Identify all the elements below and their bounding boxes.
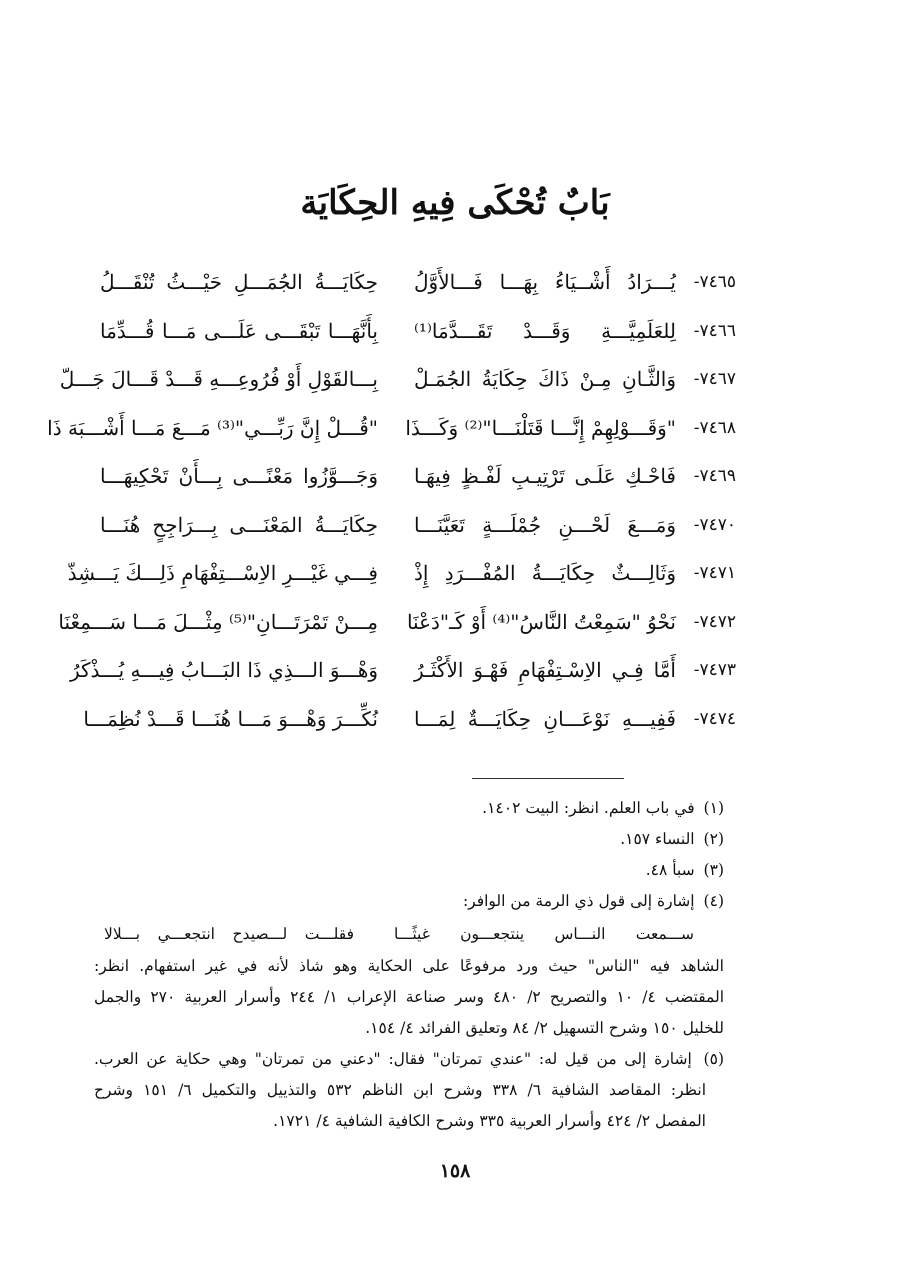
verse-second-hemistich: بِـــالقَوْلِ أَوْ فُرُوعِـــهِ قَـــدْ قَـــالَ جَـــلّ — [59, 367, 378, 391]
footnote-text: إشارة إلى قول ذي الرمة من الوافر: — [462, 892, 695, 910]
footnote-2 — [94, 824, 724, 855]
page-number: ١٥٨ — [439, 1160, 471, 1182]
footnote-number: (٥) — [703, 1050, 724, 1068]
footnote-text: سبأ ٤٨. — [645, 861, 695, 879]
footnote-5 — [94, 1044, 724, 1075]
footnote-text: النساء ١٥٧. — [620, 830, 695, 848]
footnote-text: إشارة إلى من قيل له: "عندي تمرتان" فقال: "دعني من تمرتان" وهي حكاية عن العرب. — [94, 1050, 692, 1068]
footnote-number: (٣) — [703, 861, 724, 879]
verse-second-hemistich: وَجَـــوَّزُوا مَعْنًـــى بِـــأَنْ تَحْكِيهَـــا — [100, 464, 378, 488]
verse-number: ٧٤٦٦- — [693, 320, 736, 341]
verse-line — [100, 262, 736, 302]
verse-first-hemistich: لِلعَلَمِيَّـــةِ وَقَـــدْ تَقَـــدَّمَا⁽¹⁾ — [414, 318, 676, 343]
poem-first-hemistich: ســـمعت النـــاس ينتجعـــون غيثًـــا — [394, 925, 694, 943]
poem-second-hemistich: فقلـــت لـــصيدح انتجعـــي بـــلالا — [104, 925, 354, 943]
verse-first-hemistich: وَالثَّـانِ مِـنْ ذَاكَ حِكَايَةُ الجُمَـلْ — [414, 367, 676, 391]
verse-first-hemistich: أَمَّا فِـي الاِسْـتِفْهَامِ فَهْـوَ الأَكْثَـرُ — [414, 658, 676, 682]
verse-number: ٧٤٦٨- — [693, 417, 736, 438]
verse-line — [69, 650, 736, 690]
verse-line — [100, 456, 736, 496]
verse-first-hemistich: فَاحْـكِ عَلَـى تَرْتِيـبِ لَفْـظٍ فِيهَـا — [414, 464, 676, 488]
footnote-5-line-3: المفصل ٢/ ٤٢٤ وأسرار العربية ٣٣٥ وشرح الكافية الشافية ٤/ ١٧٢١. — [273, 1112, 706, 1130]
verse-line — [59, 359, 736, 399]
verse-second-hemistich: "قُـــلْ إِنَّ رَبِّـــي"⁽³⁾ مَـــعَ مَـــا أَشْـــبَهَ ذَا — [47, 415, 378, 440]
footnote-number: (١) — [703, 799, 724, 817]
verse-first-hemistich: وَثَالِـــثٌ حِكَايَـــةُ المُفْـــرَدِ إِذْ — [414, 561, 676, 585]
footnote-1 — [94, 793, 724, 824]
footnote-4-line-3: للخليل ١٥٠ وشرح التسهيل ٢/ ٨٤ وتعليق الفرائد ٤/ ١٥٤. — [365, 1019, 724, 1037]
verse-line — [67, 553, 736, 593]
footnote-4 — [94, 886, 724, 917]
chapter-title: بَابٌ تُحْكَى فِيهِ الحِكَايَة — [300, 183, 610, 223]
verse-second-hemistich: بِأَنَّهَـــا تَبْقَـــى عَلَـــى مَـــا قُـــدِّمَا — [100, 318, 378, 343]
verse-line — [100, 311, 736, 351]
footnote-text: في باب العلم. انظر: البيت ١٤٠٢. — [482, 799, 695, 817]
verse-second-hemistich: نُكِّـــرَ وَهْـــوَ مَـــا هُنَـــا قَـــدْ نُظِمَـــا — [83, 706, 378, 731]
verse-first-hemistich: "وَقَـــوْلِهِمْ إِنَّـــا قَتَلْنَـــا"⁽²⁾ وَكَـــذَا — [405, 415, 676, 440]
footnote-number: (٢) — [703, 830, 724, 848]
verse-first-hemistich: وَمَـــعَ لَحْـــنِ جُمْلَـــةٍ تَعَيَّنَـــا — [414, 512, 676, 537]
footnote-poem-line — [94, 917, 724, 951]
footnote-4-line-1: الشاهد فيه "الناس" حيث ورد مرفوعًا على الحكاية وهو شاذ لأنه في غير استفهام. انظر: — [94, 957, 724, 975]
verse-line — [100, 505, 736, 545]
verse-number: ٧٤٦٧- — [693, 369, 736, 389]
footnote-separator — [472, 778, 624, 779]
footnote-4-line-2: المقتضب ٤/ ١٠ والتصريح ٢/ ٤٨٠ وسر صناعة الإعراب ١/ ٢٤٤ وأسرار العربية ٢٧٠ والجمل — [94, 988, 725, 1006]
verse-second-hemistich: فِـــي غَيْـــرِ الاِسْـــتِفْهَامِ ذَلِـــكَ يَـــشِذّ — [67, 561, 378, 585]
footnotes — [94, 793, 724, 1137]
verse-second-hemistich: وَهْـــوَ الـــذِي ذَا البَـــابُ فِيـــهِ يُـــذْكَرُ — [69, 658, 378, 682]
verse-number: ٧٤٧٠- — [693, 514, 736, 535]
footnote-3 — [94, 855, 724, 886]
verse-second-hemistich: مِـــنْ تَمْرَتَـــانِ"⁽⁵⁾ مِثْـــلَ مَـــا سَـــمِعْنَا — [58, 609, 378, 634]
verse-second-hemistich: حِكَايَـــةُ الجُمَـــلِ حَيْـــثُ تُنْقَـــلُ — [100, 270, 378, 294]
verse-number: ٧٤٦٥- — [693, 272, 736, 292]
verse-line — [47, 408, 736, 448]
verse-number: ٧٤٧١- — [693, 563, 736, 583]
verse-line — [58, 602, 736, 642]
verse-number: ٧٤٧٣- — [693, 660, 736, 680]
footnote-number: (٤) — [703, 892, 724, 910]
verse-second-hemistich: حِكَايَـــةُ المَعْنَـــى بِـــرَاجِحٍ هُنَـــا — [100, 512, 378, 537]
verse-number: ٧٤٧٤- — [693, 708, 736, 729]
verse-block — [47, 262, 736, 747]
verse-first-hemistich: فَفِيـــهِ نَوْعَـــانِ حِكَايَـــةٌ لِمَـــا — [414, 706, 676, 731]
verse-first-hemistich: نَحْوُ "سَمِعْتُ النَّاسُ"⁽⁴⁾ أَوْ كَـ"دَعْنَا — [406, 609, 676, 634]
verse-first-hemistich: يُـــرَادُ أَشْــيَاءُ بِهَـــا فَـــالأَوَّلُ — [414, 270, 676, 294]
footnote-5-line-2: انظر: المقاصد الشافية ٦/ ٣٣٨ وشرح ابن الناظم ٥٣٢ والتذييل والتكميل ٦/ ١٥١ وشرح — [94, 1081, 707, 1099]
verse-number: ٧٤٦٩- — [693, 466, 736, 486]
verse-line — [83, 699, 736, 739]
verse-number: ٧٤٧٢- — [693, 611, 736, 632]
